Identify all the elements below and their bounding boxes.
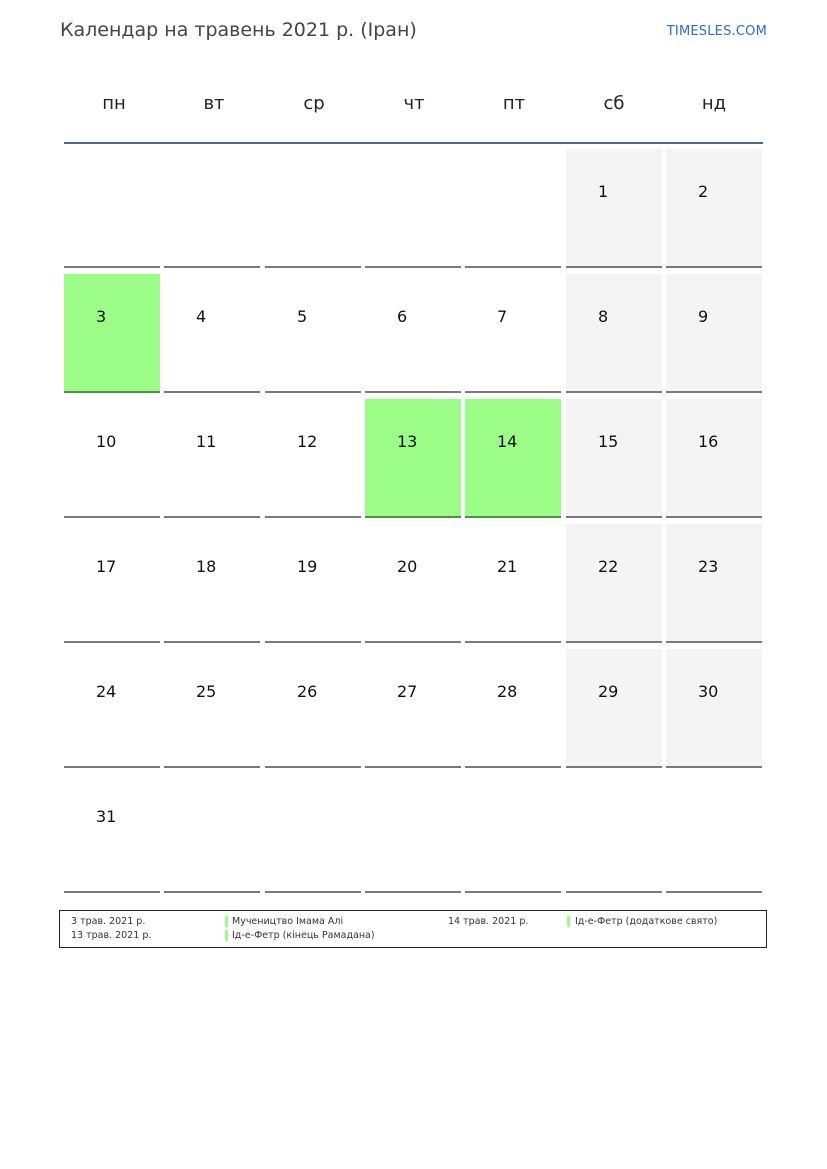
weekday-mon: пн — [102, 93, 126, 114]
weekday-tue: вт — [203, 93, 225, 114]
day-cell[interactable] — [365, 399, 461, 518]
day-number: 14 — [497, 432, 518, 451]
day-cell[interactable] — [465, 524, 561, 643]
legend-date: 3 трав. 2021 р. — [71, 916, 146, 927]
day-cell[interactable] — [265, 274, 361, 393]
day-number: 27 — [397, 682, 418, 701]
day-cell[interactable] — [666, 274, 762, 393]
empty-day-cell — [465, 149, 561, 268]
day-number: 26 — [297, 682, 318, 701]
day-number: 28 — [497, 682, 518, 701]
day-cell[interactable] — [566, 399, 662, 518]
day-cell[interactable] — [265, 524, 361, 643]
day-cell[interactable] — [164, 399, 260, 518]
day-cell[interactable] — [365, 524, 461, 643]
calendar-grid — [64, 149, 764, 899]
day-number: 1 — [598, 182, 609, 201]
day-number: 22 — [598, 557, 619, 576]
empty-day-cell — [265, 149, 361, 268]
day-cell[interactable] — [64, 399, 160, 518]
day-cell[interactable] — [365, 649, 461, 768]
day-number: 19 — [297, 557, 318, 576]
day-number: 25 — [196, 682, 217, 701]
day-number: 13 — [397, 432, 418, 451]
day-number: 8 — [598, 307, 609, 326]
empty-day-cell — [265, 774, 361, 893]
day-cell[interactable] — [465, 399, 561, 518]
day-number: 20 — [397, 557, 418, 576]
day-number: 3 — [96, 307, 107, 326]
legend-date: 13 трав. 2021 р. — [71, 930, 152, 941]
day-number: 30 — [698, 682, 719, 701]
empty-day-cell — [666, 774, 762, 893]
holiday-marker — [225, 930, 228, 941]
day-number: 9 — [698, 307, 709, 326]
day-number: 12 — [297, 432, 318, 451]
day-number: 2 — [698, 182, 709, 201]
legend-holiday-name: Ід-е-Фетр (додаткове свято) — [575, 916, 718, 927]
day-cell[interactable] — [566, 524, 662, 643]
page-title: Календар на травень 2021 р. (Іран) — [60, 19, 417, 41]
day-number: 21 — [497, 557, 518, 576]
day-cell[interactable] — [666, 149, 762, 268]
day-cell[interactable] — [566, 274, 662, 393]
day-number: 16 — [698, 432, 719, 451]
legend-holiday-name: Мучеництво Імама Алі — [232, 916, 344, 927]
day-cell[interactable] — [64, 774, 160, 893]
empty-day-cell — [365, 149, 461, 268]
day-cell[interactable] — [64, 524, 160, 643]
day-cell[interactable] — [265, 399, 361, 518]
day-cell[interactable] — [365, 274, 461, 393]
day-number: 10 — [96, 432, 117, 451]
day-number: 6 — [397, 307, 408, 326]
day-cell[interactable] — [64, 274, 160, 393]
day-number: 23 — [698, 557, 719, 576]
empty-day-cell — [465, 774, 561, 893]
day-cell[interactable] — [265, 649, 361, 768]
empty-day-cell — [566, 774, 662, 893]
legend-holiday-name: Ід-е-Фетр (кінець Рамадана) — [232, 930, 375, 941]
empty-day-cell — [164, 774, 260, 893]
weekday-sat: сб — [603, 93, 625, 114]
day-cell[interactable] — [666, 524, 762, 643]
legend-date: 14 трав. 2021 р. — [448, 916, 529, 927]
day-cell[interactable] — [465, 274, 561, 393]
empty-day-cell — [164, 149, 260, 268]
empty-day-cell — [365, 774, 461, 893]
day-cell[interactable] — [566, 649, 662, 768]
day-number: 15 — [598, 432, 619, 451]
day-cell[interactable] — [164, 649, 260, 768]
day-cell[interactable] — [465, 649, 561, 768]
weekday-fri: пт — [502, 93, 526, 114]
day-number: 4 — [196, 307, 207, 326]
weekday-wed: ср — [303, 93, 325, 114]
day-cell[interactable] — [666, 399, 762, 518]
holiday-marker — [567, 916, 570, 927]
day-number: 18 — [196, 557, 217, 576]
day-number: 11 — [196, 432, 217, 451]
weekday-sun: нд — [701, 93, 727, 114]
day-number: 17 — [96, 557, 117, 576]
empty-day-cell — [64, 149, 160, 268]
day-cell[interactable] — [164, 274, 260, 393]
day-number: 24 — [96, 682, 117, 701]
day-number: 31 — [96, 807, 117, 826]
day-cell[interactable] — [164, 524, 260, 643]
day-cell[interactable] — [666, 649, 762, 768]
holiday-legend — [59, 910, 767, 948]
day-cell[interactable] — [64, 649, 160, 768]
day-cell[interactable] — [566, 149, 662, 268]
day-number: 29 — [598, 682, 619, 701]
brand-link[interactable]: TIMESLES.COM — [666, 24, 767, 39]
day-number: 5 — [297, 307, 308, 326]
holiday-marker — [225, 916, 228, 927]
header-divider — [64, 142, 763, 144]
weekday-thu: чт — [403, 93, 425, 114]
day-number: 7 — [497, 307, 508, 326]
weekday-header — [64, 88, 764, 120]
